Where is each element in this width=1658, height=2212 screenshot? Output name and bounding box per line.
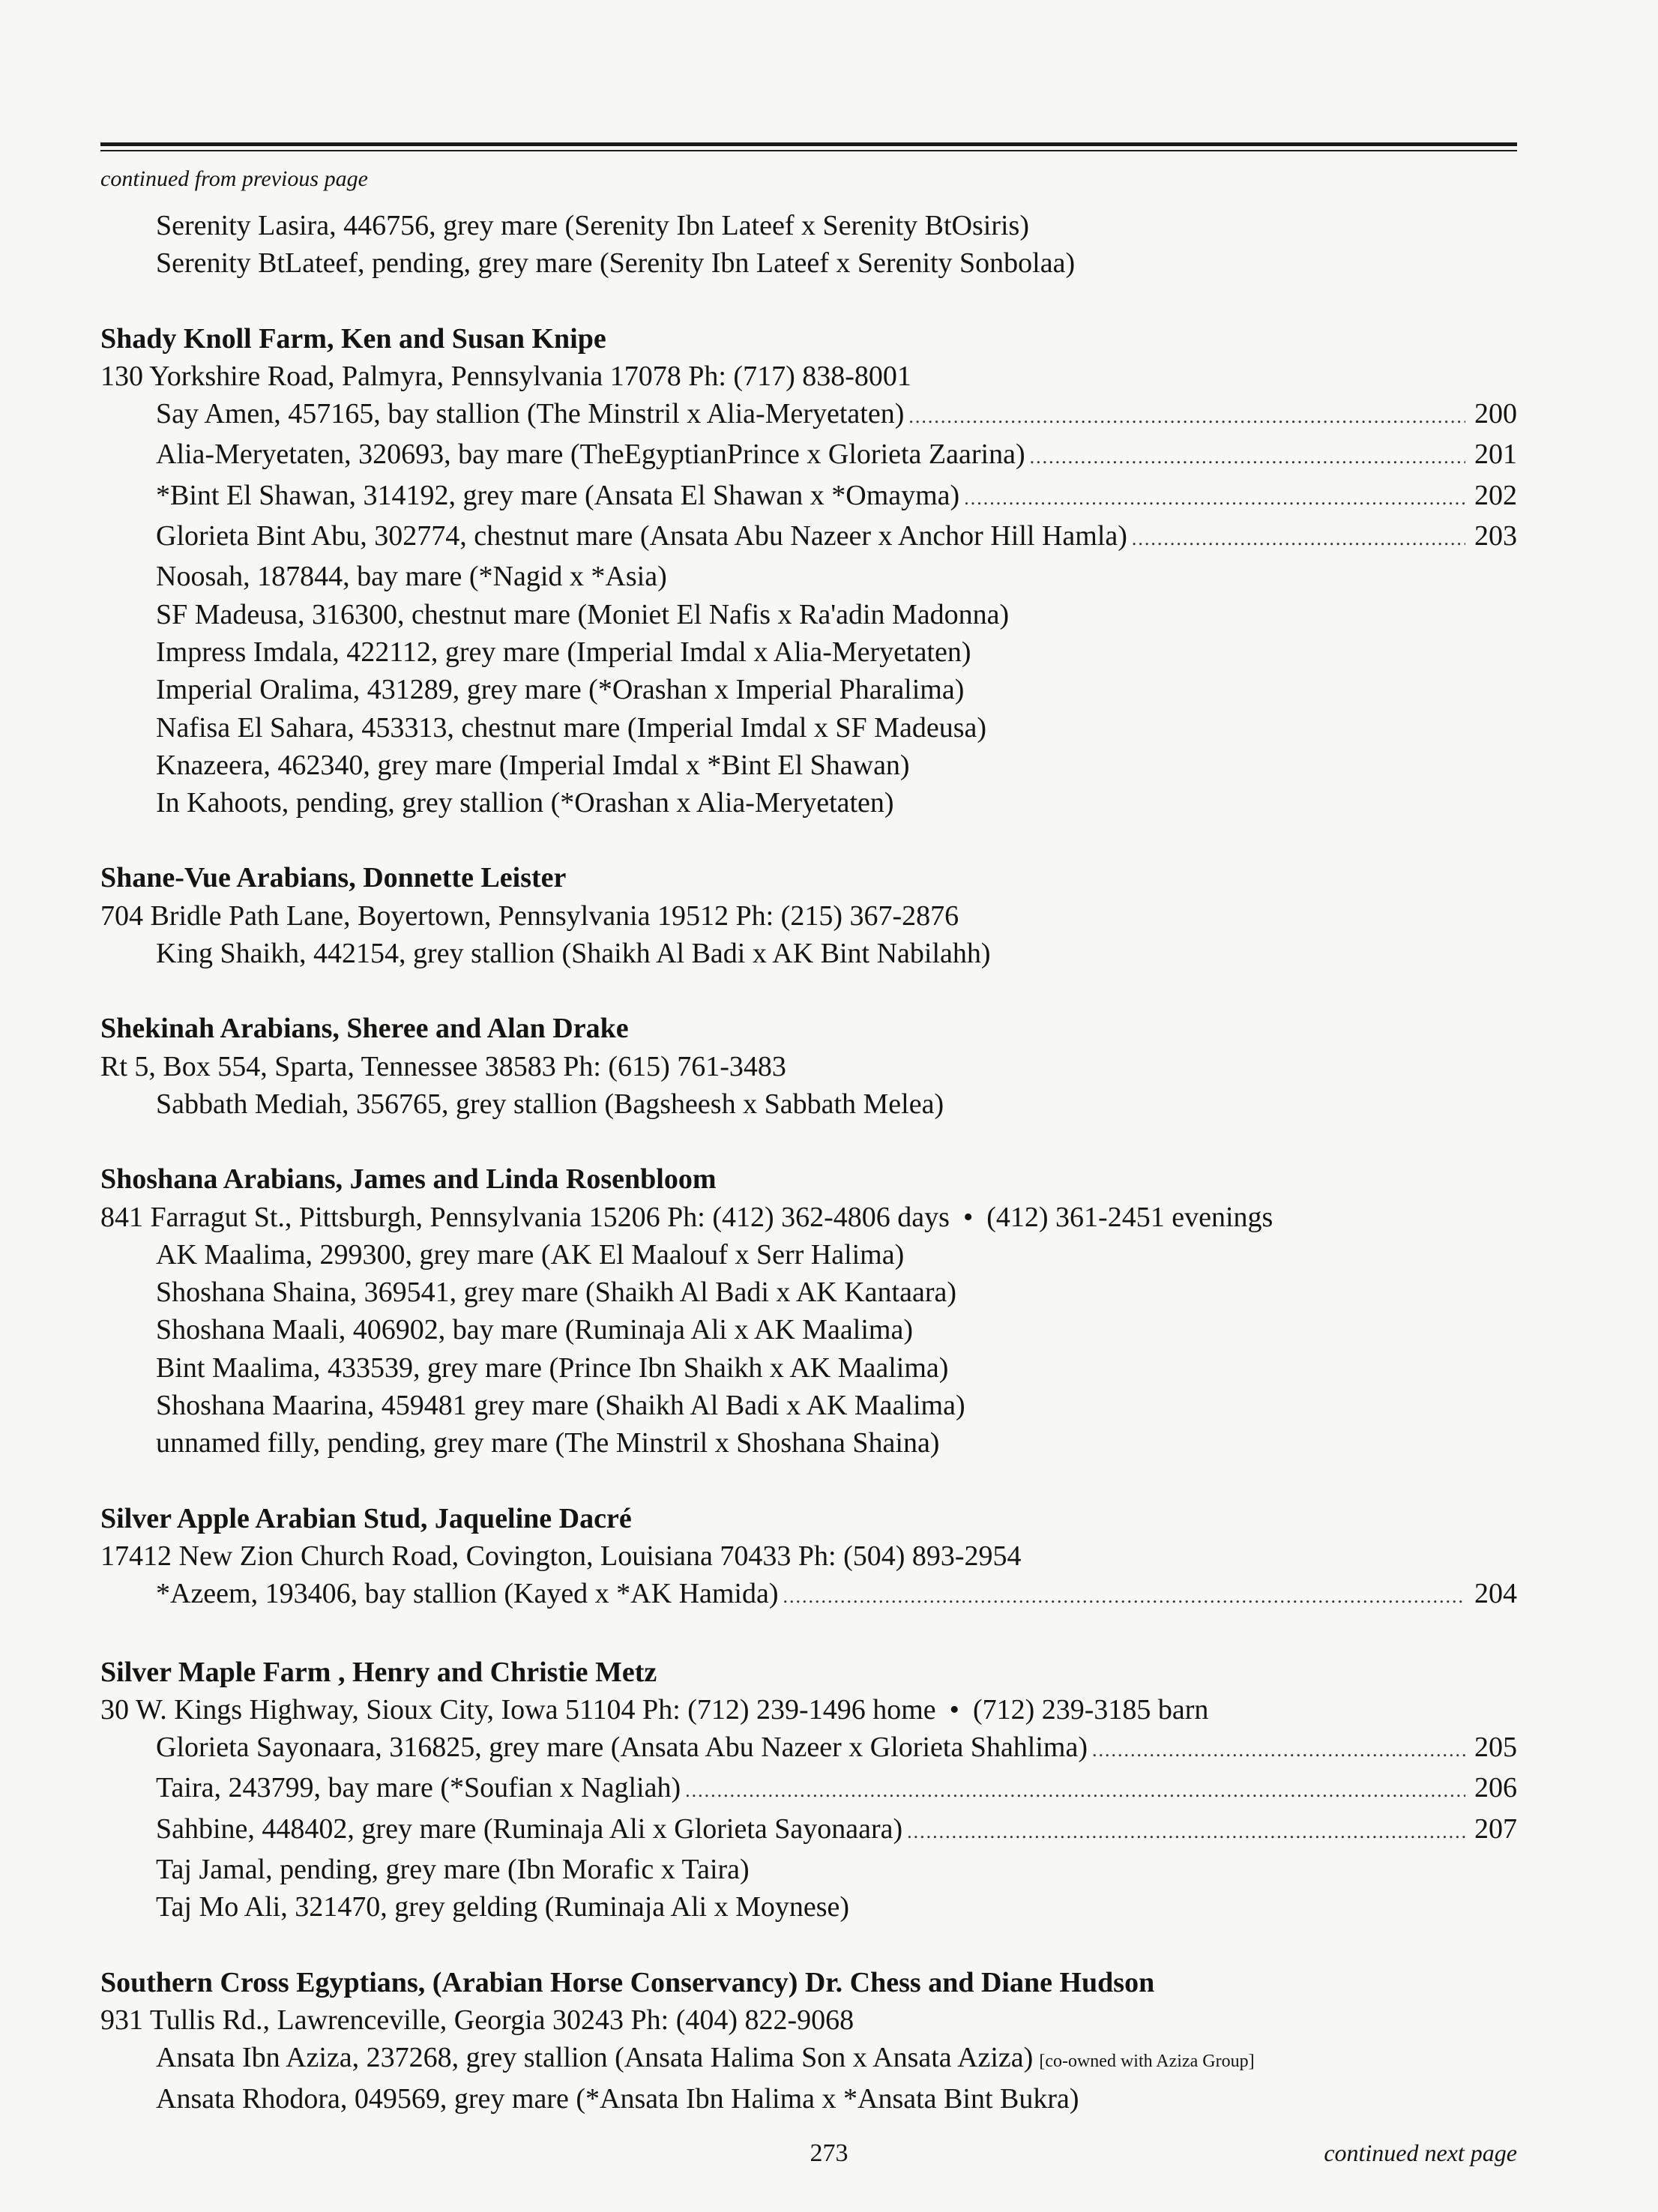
horse-description: Knazeera, 462340, grey mare (Imperial Imdal x *Bint El Shawan) [156,749,910,781]
horse-description: King Shaikh, 442154, grey stallion (Shaikh Al Badi x AK Bint Nabilahh) [156,938,991,970]
horse-entry [100,1729,1517,1769]
farm-section [100,1964,1517,2118]
horse-entry [100,207,1517,244]
address-extra: (412) 361-2451 evenings [986,1201,1273,1233]
address-text: 841 Farragut St., Pittsburgh, Pennsylvania 15206 Ph: (412) 362-4806 days [100,1201,950,1233]
page-number: 273 [810,2139,848,2167]
horse-description: SF Madeusa, 316300, chestnut mare (Moniet El Nafis x Ra'adin Madonna) [156,598,1010,630]
horse-entry [100,747,1517,784]
horse-entry [100,244,1517,282]
horse-entry [100,633,1517,671]
farm-name: Silver Maple Farm , Henry and Christie Metz [100,1656,657,1688]
farm-section [100,1500,1517,1616]
horse-entry [100,1085,1517,1123]
horse-entry [100,1851,1517,1888]
horse-description: Noosah, 187844, bay mare (*Nagid x *Asia) [156,561,667,593]
address-text: 30 W. Kings Highway, Sioux City, Iowa 51104 Ph: (712) 239-1496 home [100,1693,936,1726]
page-reference: 207 [1474,1812,1517,1845]
horse-description: Serenity Lasira, 446756, grey mare (Serenity Ibn Lateef x Serenity BtOsiris) [156,210,1029,241]
horse-entry [100,558,1517,595]
dot-leader [964,480,1465,517]
farm-section [100,1654,1517,1926]
farm-address [100,358,1517,395]
horse-description: Imperial Oralima, 431289, grey mare (*Orashan x Imperial Pharalima) [156,674,965,706]
horse-description: Shoshana Shaina, 369541, grey mare (Shaikh Al Badi x AK Kantaara) [156,1277,956,1309]
horse-description: Bint Maalima, 433539, grey mare (Prince Ibn Shaikh x AK Maalima) [156,1351,949,1384]
farm-section [100,859,1517,972]
dot-leader [1132,520,1465,558]
continued-next-label: continued next page [1324,2139,1517,2166]
horse-entry [100,709,1517,747]
horse-entry [100,1575,1517,1615]
farm-name: Shoshana Arabians, James and Linda Rosenbloom [100,1163,717,1196]
horse-description: Alia-Meryetaten, 320693, bay mare (TheEgyptianPrince x Glorieta Zaarina) [156,439,1025,471]
page-reference: 201 [1474,439,1517,471]
horse-entry [100,784,1517,822]
horse-entry [100,1424,1517,1462]
address-text: 931 Tullis Rd., Lawrenceville, Georgia 30243 Ph: (404) 822-9068 [100,2004,854,2036]
address-extra: (712) 239-3185 barn [972,1693,1209,1726]
horse-description: *Azeem, 193406, bay stallion (Kayed x *AK Hamida) [156,1578,779,1610]
farm-address [100,897,1517,935]
farm-name: Shane-Vue Arabians, Donnette Leister [100,862,567,894]
directory-content [100,207,1517,2118]
horse-entry [100,395,1517,436]
bullet-icon: • [949,1693,959,1726]
horse-entry [100,436,1517,476]
address-text: Rt 5, Box 554, Sparta, Tennessee 38583 Ph: (615) 761-3483 [100,1050,786,1082]
horse-entry [100,2039,1517,2080]
horse-description: Say Amen, 457165, bay stallion (The Minstril x Alia-Meryetaten) [156,398,905,430]
address-text: 17412 New Zion Church Road, Covington, Louisiana 70433 Ph: (504) 893-2954 [100,1540,1022,1572]
farm-address [100,1537,1517,1575]
horse-entry [100,2080,1517,2118]
page-reference: 204 [1474,1578,1517,1610]
horse-description: Sabbath Mediah, 356765, grey stallion (Bagsheesh x Sabbath Melea) [156,1088,944,1120]
dot-leader [685,1772,1465,1809]
farm-address [100,1048,1517,1085]
horse-description: Taira, 243799, bay mare (*Soufian x Nagliah) [156,1772,681,1804]
dot-leader [1092,1732,1465,1769]
horse-description: Impress Imdala, 422112, grey mare (Imperial Imdal x Alia-Meryetaten) [156,636,971,668]
dot-leader [907,1813,1465,1851]
farm-section [100,320,1517,822]
farm-name: Shady Knoll Farm, Ken and Susan Knipe [100,322,606,355]
horse-description: unnamed filly, pending, grey mare (The Minstril x Shoshana Shaina) [156,1427,940,1459]
horse-description: Glorieta Bint Abu, 302774, chestnut mare (Ansata Abu Nazeer x Anchor Hill Hamla) [156,520,1127,552]
address-text: 704 Bridle Path Lane, Boyertown, Pennsylvania 19512 Ph: (215) 367-2876 [100,899,959,932]
horse-description: Ansata Ibn Aziza, 237268, grey stallion (Ansata Halima Son x Ansata Aziza) [156,2042,1034,2074]
dot-leader [783,1578,1465,1615]
horse-entry [100,1810,1517,1851]
horse-description: In Kahoots, pending, grey stallion (*Orashan x Alia-Meryetaten) [156,787,894,819]
horse-entry [100,1236,1517,1274]
farm-address [100,2001,1517,2039]
dot-leader [1030,439,1465,476]
page-reference: 202 [1474,479,1517,511]
farm-address [100,1691,1517,1729]
horse-description: Shoshana Maali, 406902, bay mare (Ruminaja Ali x AK Maalima) [156,1314,913,1346]
ownership-note: [co-owned with Aziza Group] [1039,2052,1255,2072]
carryover-section [100,207,1517,283]
horse-entry [100,477,1517,517]
page-reference: 205 [1474,1732,1517,1764]
horse-entry [100,1888,1517,1926]
horse-description: AK Maalima, 299300, grey mare (AK El Maalouf x Serr Halima) [156,1238,905,1271]
horse-entry [100,1311,1517,1348]
farm-name: Silver Apple Arabian Stud, Jaqueline Dacré [100,1502,632,1534]
horse-entry [100,1387,1517,1424]
horse-entry [100,1274,1517,1311]
horse-entry [100,596,1517,633]
horse-description: Ansata Rhodora, 049569, grey mare (*Ansata Ibn Halima x *Ansata Bint Bukra) [156,2083,1079,2115]
address-text: 130 Yorkshire Road, Palmyra, Pennsylvania 17078 Ph: (717) 838-8001 [100,360,911,392]
horse-entry [100,1769,1517,1809]
continued-from-label: continued from previous page [100,166,368,191]
horse-description: Serenity BtLateef, pending, grey mare (Serenity Ibn Lateef x Serenity Sonbolaa) [156,247,1076,280]
horse-entry [100,935,1517,972]
farm-section [100,1160,1517,1462]
horse-description: Glorieta Sayonaara, 316825, grey mare (Ansata Abu Nazeer x Glorieta Shahlima) [156,1732,1088,1764]
bullet-icon: • [962,1201,974,1233]
horse-description: Sahbine, 448402, grey mare (Ruminaja Ali x Glorieta Sayonaara) [156,1812,903,1845]
horse-entry [100,1349,1517,1387]
horse-description: Shoshana Maarina, 459481 grey mare (Shaikh Al Badi x AK Maalima) [156,1390,965,1422]
header-rule [100,142,1517,151]
farm-name: Southern Cross Egyptians, (Arabian Horse Conservancy) Dr. Chess and Diane Hudson [100,1966,1155,1998]
horse-description: *Bint El Shawan, 314192, grey mare (Ansata El Shawan x *Omayma) [156,479,960,511]
farm-section [100,1010,1517,1123]
page-reference: 203 [1474,520,1517,552]
horse-description: Taj Mo Ali, 321470, grey gelding (Ruminaja Ali x Moynese) [156,1891,850,1923]
horse-entry [100,671,1517,708]
farm-address [100,1199,1517,1236]
page-reference: 200 [1474,398,1517,430]
horse-entry [100,517,1517,558]
farm-name: Shekinah Arabians, Sheree and Alan Drake [100,1013,629,1045]
horse-description: Nafisa El Sahara, 453313, chestnut mare (Imperial Imdal x SF Madeusa) [156,711,987,744]
horse-description: Taj Jamal, pending, grey mare (Ibn Morafic x Taira) [156,1853,750,1885]
page-reference: 206 [1474,1772,1517,1804]
dot-leader [908,398,1465,436]
